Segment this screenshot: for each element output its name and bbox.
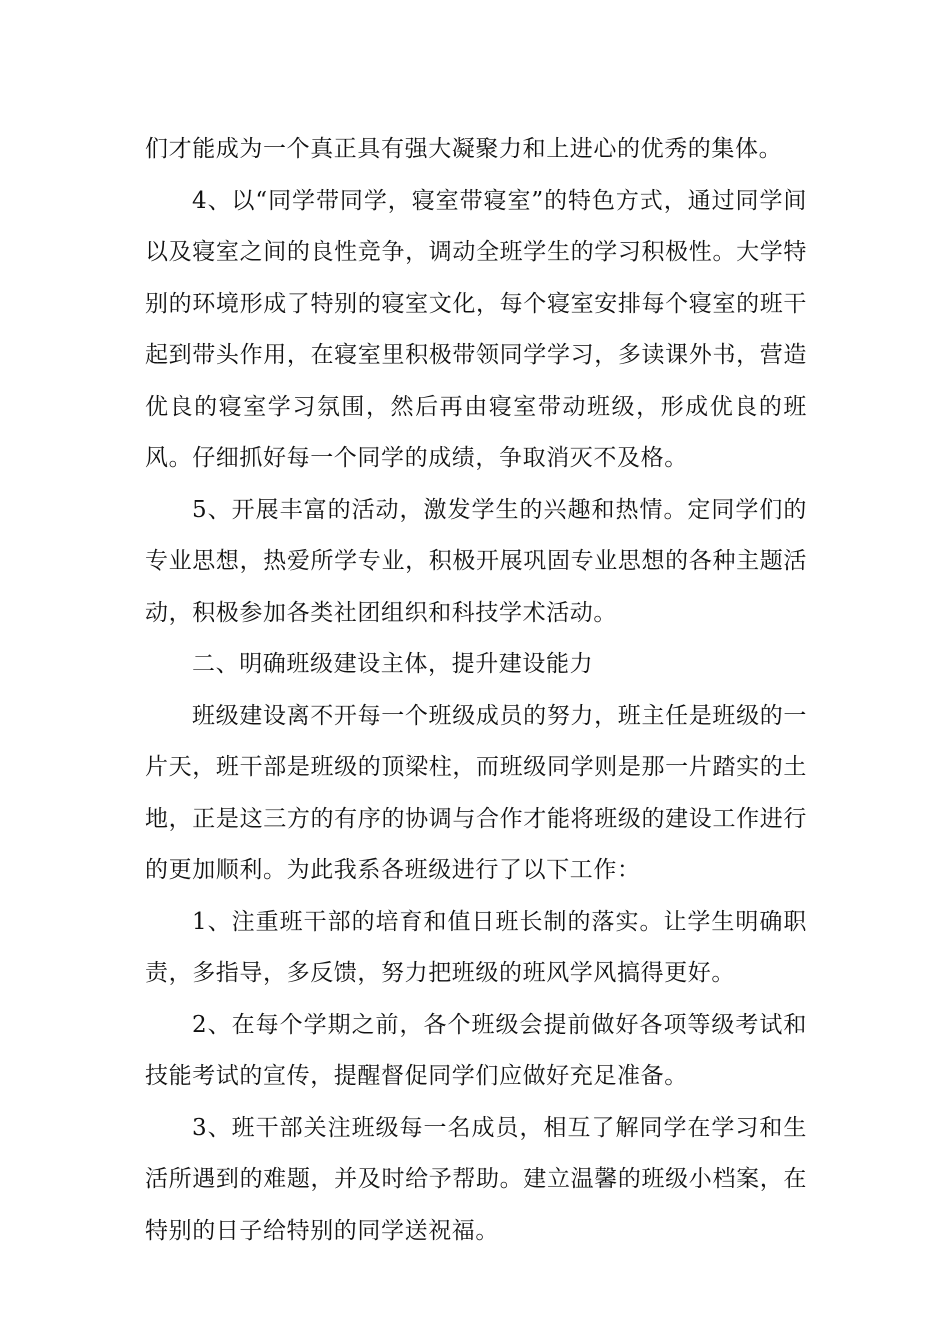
paragraph-item-5: 5、开展丰富的活动，激发学生的兴趣和热情。定同学们的专业思想，热爱所学专业，积极开展巩固专业思想的各种主题活动，积极参加各类社团组织和科技学术活动。 <box>145 496 807 626</box>
paragraph-section-intro: 班级建设离不开每一个班级成员的努力，班主任是班级的一片天，班干部是班级的顶梁柱，而班级同学则是那一片踏实的土地，正是这三方的有序的协调与合作才能将班级的建设工作进行的更加顺利。为此我系各班级进行了以下工作： <box>145 702 807 883</box>
paragraph-item-4: 4、以“同学带同学，寝室带寝室”的特色方式，通过同学间以及寝室之间的良性竞争，调动全班学生的学习积极性。大学特别的环境形成了特别的寝室文化，每个寝室安排每个寝室的班干起到带头作用，在寝室里积极带领同学学习，多读课外书，营造优良的寝室学习氛围，然后再由寝室带动班级，形成优良的班风。仔细抓好每一个同学的成绩，争取消灭不及格。 <box>145 187 807 471</box>
paragraph-item-3: 3、班干部关注班级每一名成员，相互了解同学在学习和生活所遇到的难题，并及时给予帮助。建立温馨的班级小档案，在特别的日子给特别的同学送祝福。 <box>145 1114 807 1244</box>
section-heading-2: 二、明确班级建设主体，提升建设能力 <box>192 651 594 677</box>
paragraph-item-1: 1、注重班干部的培育和值日班长制的落实。让学生明确职责，多指导，多反馈，努力把班级的班风学风搞得更好。 <box>145 908 807 986</box>
paragraph-continuation: 们才能成为一个真正具有强大凝聚力和上进心的优秀的集体。 <box>145 136 783 162</box>
paragraph-item-2: 2、在每个学期之前，各个班级会提前做好各项等级考试和技能考试的宣传，提醒督促同学们应做好充足准备。 <box>145 1011 807 1089</box>
document-body <box>145 124 807 1257</box>
